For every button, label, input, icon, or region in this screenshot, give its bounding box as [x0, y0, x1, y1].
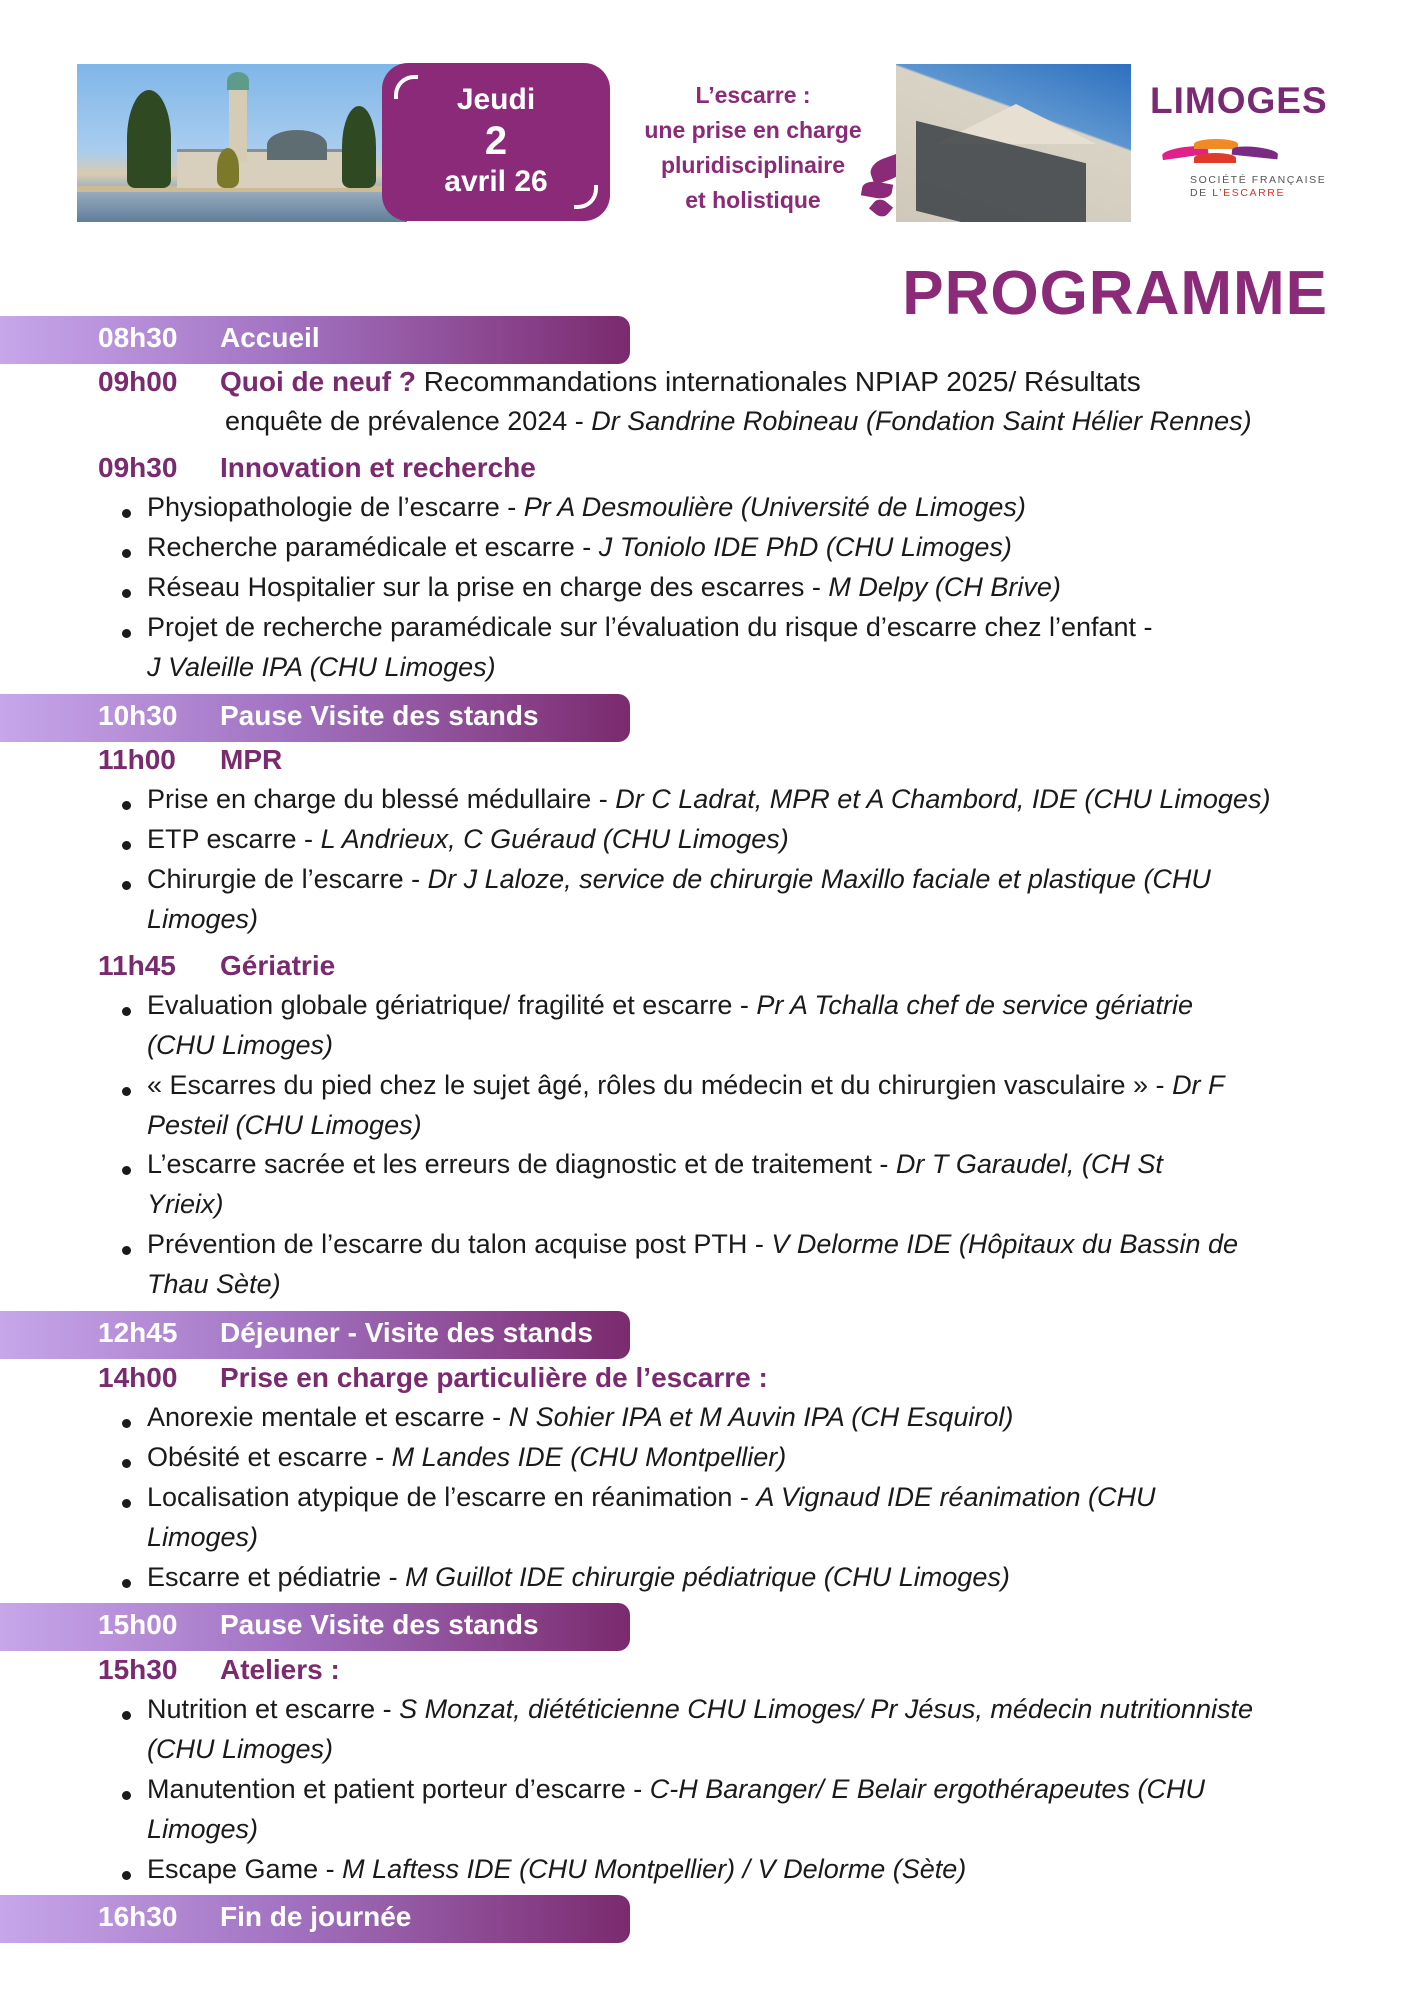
theme-line: une prise en charge — [644, 117, 862, 143]
break-band-pause-2 — [0, 1603, 630, 1651]
list-item — [147, 824, 789, 855]
speaker-continued: Yrieix) — [147, 1189, 224, 1219]
time-label: 11h00 — [98, 744, 176, 775]
speaker-continued: Pesteil (CHU Limoges) — [147, 1110, 422, 1140]
speaker: Dr F — [1172, 1070, 1225, 1100]
list-item — [147, 1229, 1238, 1260]
speaker: A Vignaud IDE réanimation (CHU — [756, 1482, 1156, 1512]
bullet-icon — [122, 801, 131, 810]
limoges-station-photo — [77, 64, 407, 222]
event-theme — [618, 78, 888, 218]
session-title: MPR — [220, 744, 283, 775]
time-label: 11h45 — [98, 950, 176, 981]
speaker: M Landes IDE (CHU Montpellier) — [391, 1442, 787, 1472]
speaker: J Valeille IPA (CHU Limoges) — [147, 652, 496, 682]
topic: Physiopathologie de l’escarre - — [147, 492, 524, 522]
speaker: V Delorme IDE (Hôpitaux du Bassin de — [771, 1229, 1239, 1259]
speaker-continued: Limoges) — [147, 1814, 259, 1844]
list-item — [147, 1482, 1156, 1513]
description-text: enquête de prévalence 2024 - — [225, 406, 592, 436]
topic: Escape Game - — [147, 1854, 343, 1884]
topic: Recherche paramédicale et escarre - — [147, 532, 599, 562]
topic: Localisation atypique de l’escarre en réanimation - — [147, 1482, 757, 1512]
bullet-icon — [122, 1166, 131, 1175]
bullet-icon — [122, 1871, 131, 1880]
theme-line: L’escarre : — [695, 82, 811, 108]
theme-line: et holistique — [685, 187, 821, 213]
topic: Anorexie mentale et escarre - — [147, 1402, 509, 1432]
speaker: M Guillot IDE chirurgie pédiatrique (CHU Limoges) — [405, 1562, 1010, 1592]
topic: Escarre et pédiatrie - — [147, 1562, 406, 1592]
petal-decoration-icon — [860, 158, 900, 220]
bullet-icon — [122, 1711, 131, 1720]
session-title: Prise en charge particulière de l’escarre : — [220, 1362, 768, 1393]
sfe-line-1: SOCIÉTÉ FRANÇAISE — [1190, 174, 1327, 186]
photo-tree — [217, 148, 239, 188]
list-item — [147, 572, 1061, 603]
bullet-icon — [122, 589, 131, 598]
session-description: Recommandations internationales NPIAP 2025/ Résultats — [423, 366, 1141, 397]
bullet-icon — [122, 1419, 131, 1428]
list-item — [147, 1442, 786, 1473]
topic: L’escarre sacrée et les erreurs de diagnostic et de traitement - — [147, 1149, 896, 1179]
break-band-fin — [0, 1895, 630, 1943]
time-label: 15h30 — [98, 1654, 178, 1685]
list-item — [147, 990, 1193, 1021]
topic: Réseau Hospitalier sur la prise en charge des escarres - — [147, 572, 829, 602]
speaker: M Delpy (CH Brive) — [828, 572, 1061, 602]
sfe-line-2-accent: ESCARRE — [1223, 187, 1286, 199]
photo-tree — [342, 106, 376, 188]
topic: Manutention et patient porteur d’escarre - — [147, 1774, 650, 1804]
topic: Projet de recherche paramédicale sur l’évaluation du risque d’escarre chez l’enfant - — [147, 612, 1153, 642]
speaker: N Sohier IPA et M Auvin IPA (CH Esquirol) — [508, 1402, 1014, 1432]
photo-tree — [127, 90, 171, 188]
list-item — [147, 864, 1211, 895]
speaker: L Andrieux, C Guéraud (CHU Limoges) — [320, 824, 789, 854]
break-band-accueil — [0, 316, 630, 364]
list-item — [147, 1402, 1013, 1433]
bullet-icon — [122, 629, 131, 638]
speaker-continued: Limoges) — [147, 904, 259, 934]
speaker-continued: (CHU Limoges) — [147, 1734, 334, 1764]
speaker: Dr Sandrine Robineau (Fondation Saint Hélier Rennes) — [591, 406, 1252, 436]
photo-tower-dome — [227, 72, 249, 90]
speaker: Pr A Tchalla chef de service gériatrie — [756, 990, 1194, 1020]
topic: Chirurgie de l’escarre - — [147, 864, 428, 894]
session-title: Déjeuner - Visite des stands — [220, 1317, 593, 1348]
session-title: Accueil — [220, 322, 320, 353]
city-name: LIMOGES — [1150, 80, 1328, 121]
session-title: Gériatrie — [220, 950, 336, 981]
speaker: Dr T Garaudel, (CH St — [895, 1149, 1163, 1179]
list-item — [147, 1562, 1010, 1593]
bullet-icon — [122, 549, 131, 558]
time-label: 09h30 — [98, 452, 178, 483]
session-title: Innovation et recherche — [220, 452, 536, 483]
time-label: 16h30 — [98, 1901, 178, 1932]
topic: « Escarres du pied chez le sujet âgé, rôles du médecin et du chirurgien vasculaire » - — [147, 1070, 1173, 1100]
speaker: M Laftess IDE (CHU Montpellier) / V Delorme (Sète) — [342, 1854, 967, 1884]
speaker: Pr A Desmoulière (Université de Limoges) — [523, 492, 1026, 522]
photo-station-cupola — [267, 130, 327, 160]
list-item — [147, 1694, 1253, 1725]
sfe-line-2 — [1190, 187, 1326, 200]
session-description-line — [225, 406, 1252, 437]
time-label: 10h30 — [98, 700, 178, 731]
event-day: Jeudi — [456, 83, 536, 116]
limoges-building-photo — [896, 64, 1131, 222]
speaker: J Toniolo IDE PhD (CHU Limoges) — [598, 532, 1012, 562]
session-title: Pause Visite des stands — [220, 700, 539, 731]
bullet-icon — [122, 1499, 131, 1508]
bullet-icon — [122, 881, 131, 890]
list-item — [147, 1149, 1163, 1180]
sfe-logo-icon — [1160, 137, 1320, 167]
topic: Prise en charge du blessé médullaire - — [147, 784, 616, 814]
topic: Evaluation globale gériatrique/ fragilité et escarre - — [147, 990, 757, 1020]
topic: ETP escarre - — [147, 824, 321, 854]
time-label: 09h00 — [98, 366, 178, 397]
list-item — [147, 1774, 1205, 1805]
bullet-icon — [122, 1459, 131, 1468]
time-label: 15h00 — [98, 1609, 178, 1640]
bullet-icon — [122, 841, 131, 850]
speaker: C-H Baranger/ E Belair ergothérapeutes (CHU — [649, 1774, 1206, 1804]
list-item — [147, 492, 1026, 523]
time-label: 14h00 — [98, 1362, 178, 1393]
session-title: Fin de journée — [220, 1901, 412, 1932]
session-title — [220, 366, 1141, 398]
time-label: 12h45 — [98, 1317, 178, 1348]
break-band-dejeuner — [0, 1311, 630, 1359]
list-item — [147, 1070, 1225, 1101]
speaker: Dr J Laloze, service de chirurgie Maxillo faciale et plastique (CHU — [427, 864, 1211, 894]
bullet-icon — [122, 1791, 131, 1800]
speaker: S Monzat, diététicienne CHU Limoges/ Pr Jésus, médecin nutritionniste — [399, 1694, 1253, 1724]
time-label: 08h30 — [98, 322, 178, 353]
bullet-icon — [122, 1007, 131, 1016]
sfe-line-2-prefix: DE L’ — [1190, 187, 1224, 199]
bullet-icon — [122, 1246, 131, 1255]
speaker-continued: (CHU Limoges) — [147, 1030, 334, 1060]
bullet-icon — [122, 1579, 131, 1588]
theme-line: pluridisciplinaire — [660, 152, 846, 178]
break-band-pause-1 — [0, 694, 630, 742]
session-title: Ateliers : — [220, 1654, 340, 1685]
speaker-continued: Limoges) — [147, 1522, 259, 1552]
bullet-icon — [122, 1087, 131, 1096]
event-month-year: avril 26 — [444, 165, 548, 198]
session-title-text: Quoi de neuf ? — [220, 366, 416, 397]
list-item — [147, 532, 1012, 563]
list-item — [147, 784, 1270, 815]
topic: Obésité et escarre - — [147, 1442, 392, 1472]
topic: Prévention de l’escarre du talon acquise post PTH - — [147, 1229, 772, 1259]
session-title: Pause Visite des stands — [220, 1609, 539, 1640]
sfe-logo-text — [1190, 174, 1326, 200]
list-item — [147, 612, 1153, 643]
bullet-icon — [122, 509, 131, 518]
list-item — [147, 1854, 966, 1885]
topic: Nutrition et escarre - — [147, 1694, 400, 1724]
event-date-badge — [382, 63, 610, 221]
speaker-continued: Thau Sète) — [147, 1269, 281, 1299]
event-day-number: 2 — [484, 119, 508, 163]
speaker: Dr C Ladrat, MPR et A Chambord, IDE (CHU Limoges) — [615, 784, 1271, 814]
page-title: PROGRAMME — [902, 259, 1328, 328]
